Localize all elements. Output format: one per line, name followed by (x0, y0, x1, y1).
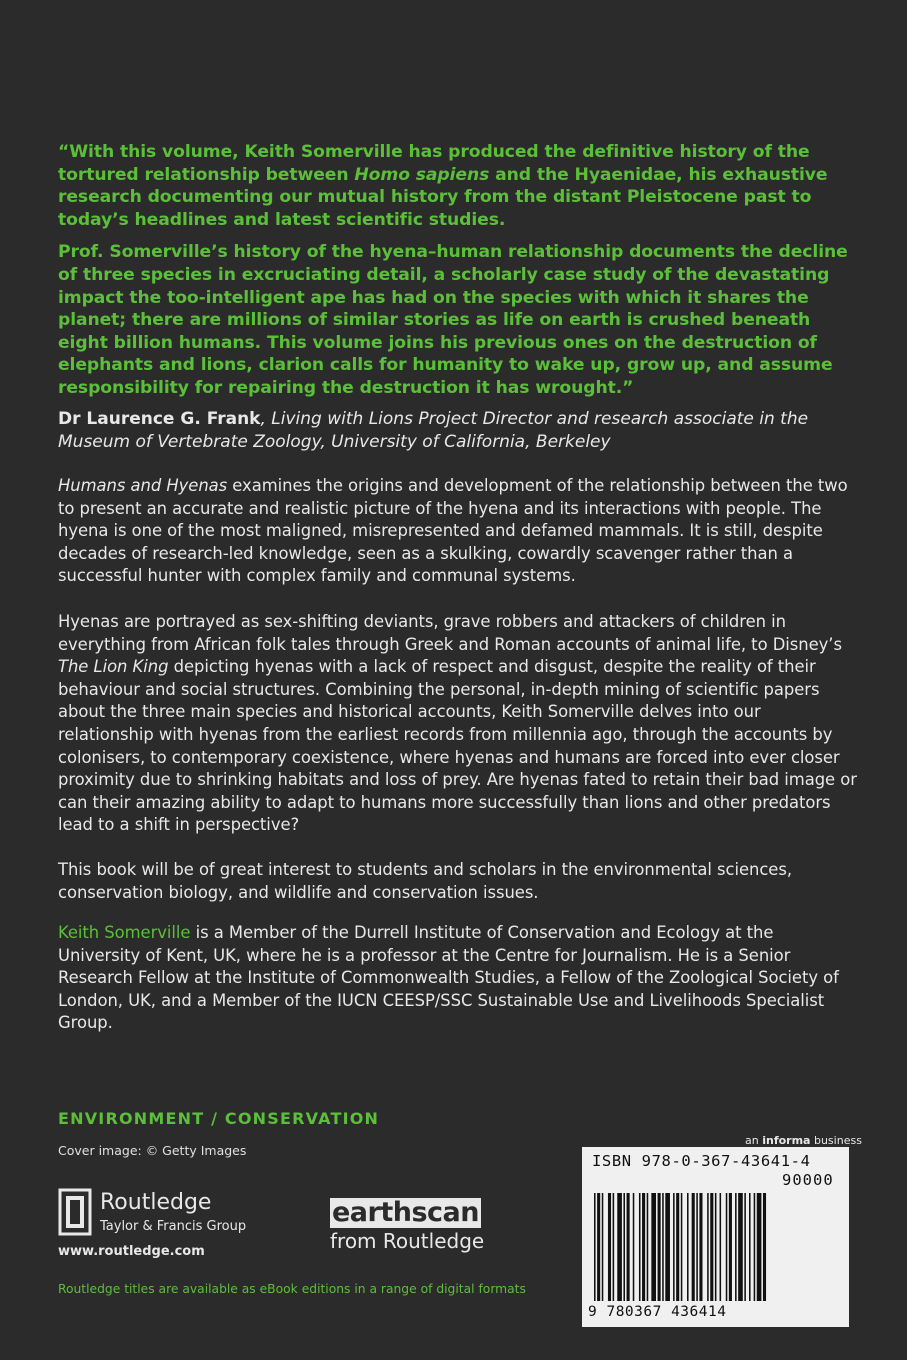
audience-paragraph: This book will be of great interest to students and scholars in the environmental sciences, conservation biology, and wildlife and conservation issues. (58, 860, 792, 902)
endorser-role: , Living with Lions Project Director and research associate in the Museum of Vertebrate Zoology, University of California, Berkeley (58, 409, 809, 452)
paragraph-text: examines the origins and development of the relationship between the two to present an accurate and realistic picture of the hyena and its interactions with people. The hyena is one of the most maligned, misrepresented and defamed mammals. It is still, despite decades of research-led knowledge, seen as a skulking, cowardly scavenger rather than a successful hunter with complex family and communal systems. (58, 476, 848, 586)
endorsement-quote (58, 141, 858, 410)
isbn-label: ISBN 978-0-367-43641-4 (592, 1152, 811, 1170)
paragraph-text: Hyenas are portrayed as sex-shifting deviants, grave robbers and attackers of children in everything from African folk tales through Greek and Roman accounts of animal life, to Disney’s (58, 612, 842, 654)
publisher-group: Taylor & Francis Group (100, 1219, 247, 1234)
book-title: Humans and Hyenas (58, 476, 228, 495)
subject-category: ENVIRONMENT / CONSERVATION (58, 1109, 380, 1128)
quote-attribution (58, 408, 858, 453)
quote-text: and the Hyaenidae, his exhaustive research documenting our mutual history from the distant Pleistocene past to today’s headlines and latest scientific studies. (58, 164, 828, 230)
informa-brand: informa (762, 1134, 811, 1147)
film-title: The Lion King (58, 657, 169, 677)
paragraph-text: is a Member of the Durrell Institute of Conservation and Ecology at the University of Kent, UK, where he is a professor at the Centre for Journalism. He is a Senior Research Fellow at the Institute of Commonwealth Studies, a Fellow of the Zoological Society of London, UK, and a Member of the IUCN CEESP/SSC Sustainable Use and Livelihoods Specialist Group. (58, 923, 839, 1033)
description-paragraph-2 (58, 611, 858, 837)
informa-text: an (745, 1134, 763, 1147)
quote-text: “With this volume, Keith Somerville has produced the definitive history of the tortured relationship between (58, 142, 810, 185)
publisher-name: Routledge (100, 1190, 212, 1215)
description-paragraph-1 (58, 475, 858, 588)
quote-paragraph-1 (58, 141, 858, 231)
barcode-digits: 9 780367 436414 (588, 1304, 727, 1320)
isbn-barcode (582, 1147, 849, 1327)
quote-emphasis: Homo sapiens (354, 164, 490, 185)
cover-credit: Cover image: © Getty Images (58, 1143, 247, 1158)
ebook-note: Routledge titles are available as eBook editions in a range of digital formats (58, 1282, 526, 1296)
routledge-emblem-icon (58, 1188, 94, 1238)
imprint-from: from Routledge (330, 1229, 485, 1253)
endorser-name: Dr Laurence G. Frank (58, 409, 261, 429)
routledge-logo (58, 1188, 258, 1238)
author-bio (58, 922, 858, 1035)
imprint-word: earthscan (332, 1197, 479, 1228)
quote-paragraph-2: Prof. Somerville’s history of the hyena–human relationship documents the decline of three species in excruciating detail, a scholarly case study of the devastating impact the too-intelligent ape has had on the species with which it shares the planet; there are millions of similar stories as life on earth is crushed beneath eight billion humans. This volume joins his previous ones on the destruction of elephants and lions, clarion calls for humanity to wake up, grow up, and assume responsibility for repairing the destruction it has wrought.” (58, 242, 848, 398)
informa-tagline (745, 1134, 862, 1147)
price-code: 90000 (782, 1171, 834, 1189)
informa-text: business (810, 1134, 862, 1147)
author-name: Keith Somerville (58, 923, 191, 942)
publisher-url[interactable]: www.routledge.com (58, 1244, 205, 1259)
paragraph-text: depicting hyenas with a lack of respect and disgust, despite the reality of their behaviour and social structures. Combining the personal, in-depth mining of scientific papers about the three main species and historical accounts, Keith Somerville delves into our relationship with hyenas from the earliest records from millennia ago, through the accounts by colonisers, to contemporary coexistence, where hyenas and humans are forced into ever closer proximity due to shrinking habitats and loss of prey. Are hyenas fated to retain their bad image or can their amazing ability to adapt to humans more successfully than lions and other predators lead to a shift in perspective? (58, 657, 857, 835)
earthscan-logo (330, 1198, 484, 1254)
barcode-bars (590, 1193, 842, 1301)
